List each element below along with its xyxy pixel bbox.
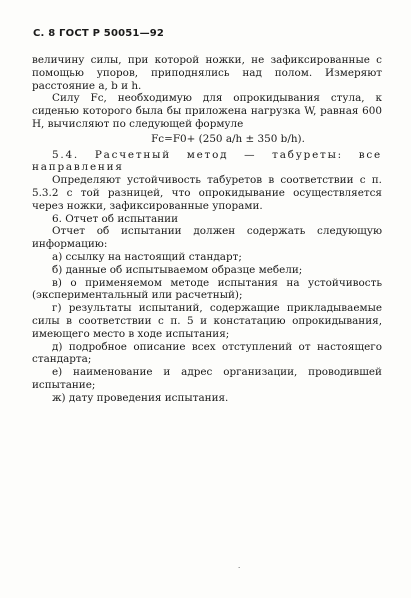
list-item-v: в) о применяемом методе испытания на устойчивость (экспериментальный или расчетный);: [32, 276, 382, 302]
paragraph-force-definition: Силу Fс, необходимую для опрокидывания стула, к сиденью которого была бы приложена нагрузка W, равная 600 Н, вычисляют по следующей формуле: [32, 92, 382, 130]
page-header: С. 8 ГОСТ Р 50051—92: [33, 28, 165, 39]
formula: Fс=F0+ (250 a/h ± 350 b/h).: [151, 132, 305, 145]
paragraph-stool-stability: Определяют устойчивость табуретов в соответствии с п. 5.3.2 с той разницей, что опрокидывание осуществляется через ножки, зафиксированные упорами.: [32, 174, 382, 212]
paragraph-report-contents: Отчет об испытании должен содержать следующую информацию:: [32, 225, 382, 251]
document-body: [32, 54, 382, 405]
list-item-d: д) подробное описание всех отступлений от настоящего стандарта;: [32, 340, 382, 366]
section-6-heading: 6. Отчет об испытании: [52, 212, 179, 225]
paragraph-measure-distance: величину силы, при которой ножки, не зафиксированные с помощью упоров, приподнялись над полом. Измеряют расстояние a, b и h.: [32, 54, 382, 92]
list-item-zh: ж) дату проведения испытания.: [52, 391, 229, 404]
list-item-g: г) результаты испытаний, содержащие прикладываемые силы в соответствии с п. 5 и констатацию опрокидывания, имеющего место в ходе испытания;: [32, 302, 382, 340]
list-item-e: е) наименование и адрес организации, проводившей испытание;: [32, 366, 382, 391]
list-item-a: а) ссылку на настоящий стандарт;: [52, 250, 242, 263]
list-item-b: б) данные об испытываемом образце мебели;: [52, 263, 303, 276]
page-dot: .: [238, 562, 241, 570]
section-5-4-heading: 5.4. Расчетный метод — табуреты: все направления: [32, 148, 382, 174]
